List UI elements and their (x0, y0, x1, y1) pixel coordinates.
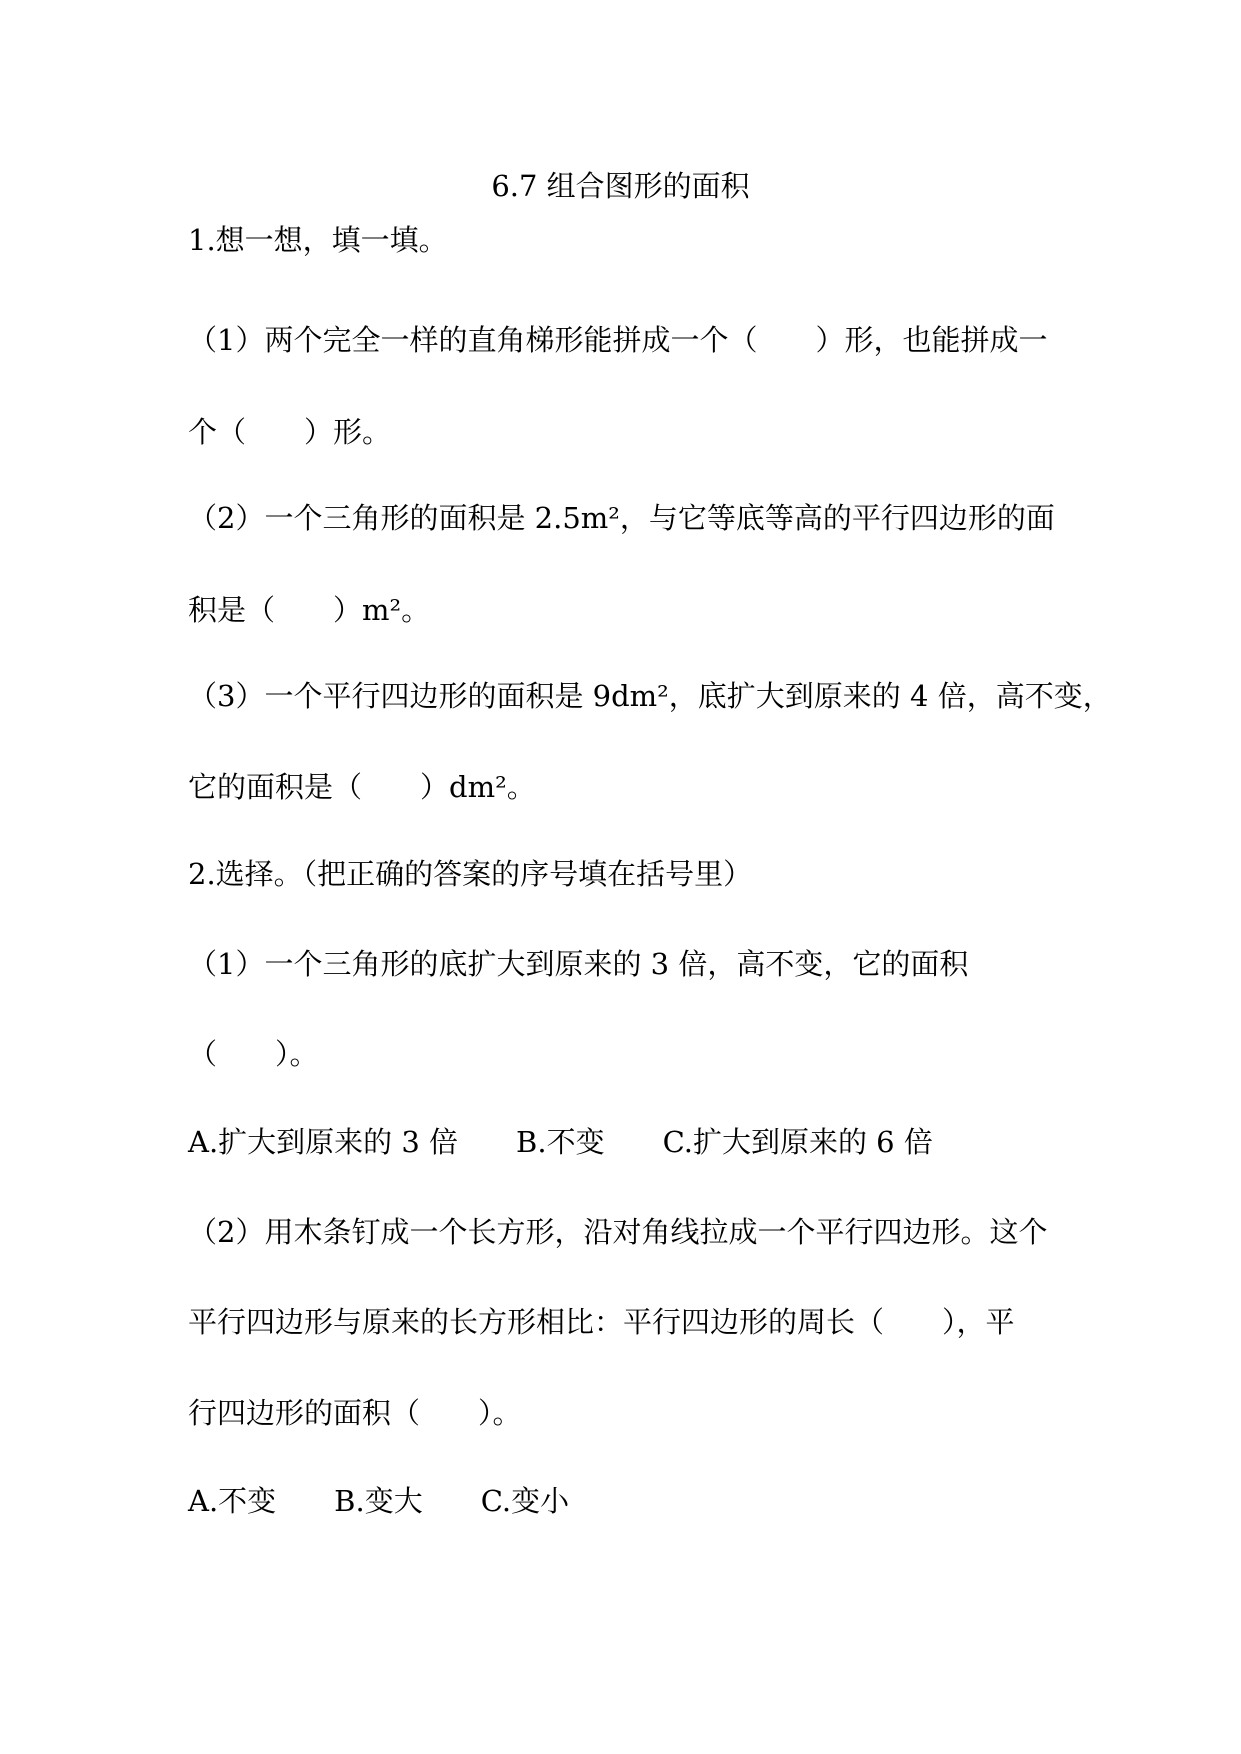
question-2-2-options: A.不变 B.变大 C.变小 (188, 1484, 570, 1518)
question-2-2-line-3: 行四边形的面积（ ）。 (188, 1396, 522, 1430)
question-1-3-line-2: 它的面积是（ ）dm²。 (188, 770, 536, 804)
question-1-2-line-1: （2）一个三角形的面积是 2.5m²，与它等底等高的平行四边形的面 (188, 501, 1055, 535)
question-1-1-line-2: 个（ ）形。 (188, 415, 392, 449)
question-2-2-line-2: 平行四边形与原来的长方形相比：平行四边形的周长（ ），平 (188, 1305, 1015, 1339)
page-title: 6.7 组合图形的面积 (491, 169, 750, 203)
question-2-1-options: A.扩大到原来的 3 倍 B.不变 C.扩大到原来的 6 倍 (188, 1125, 933, 1159)
question-1-3-line-1: （3）一个平行四边形的面积是 9dm²，底扩大到原来的 4 倍，高不变， (188, 679, 1112, 713)
section-1-heading: 1.想一想，填一填。 (188, 223, 448, 257)
question-2-2-line-1: （2）用木条钉成一个长方形，沿对角线拉成一个平行四边形。这个 (188, 1215, 1048, 1249)
question-1-2-line-2: 积是（ ）m²。 (188, 593, 431, 627)
question-2-1-line-1: （1）一个三角形的底扩大到原来的 3 倍，高不变，它的面积 (188, 947, 969, 981)
question-2-1-line-2: （ ）。 (188, 1037, 319, 1071)
question-1-1-line-1: （1）两个完全一样的直角梯形能拼成一个（ ）形，也能拼成一 (188, 323, 1048, 357)
section-2-heading: 2.选择。（把正确的答案的序号填在括号里） (188, 857, 753, 891)
